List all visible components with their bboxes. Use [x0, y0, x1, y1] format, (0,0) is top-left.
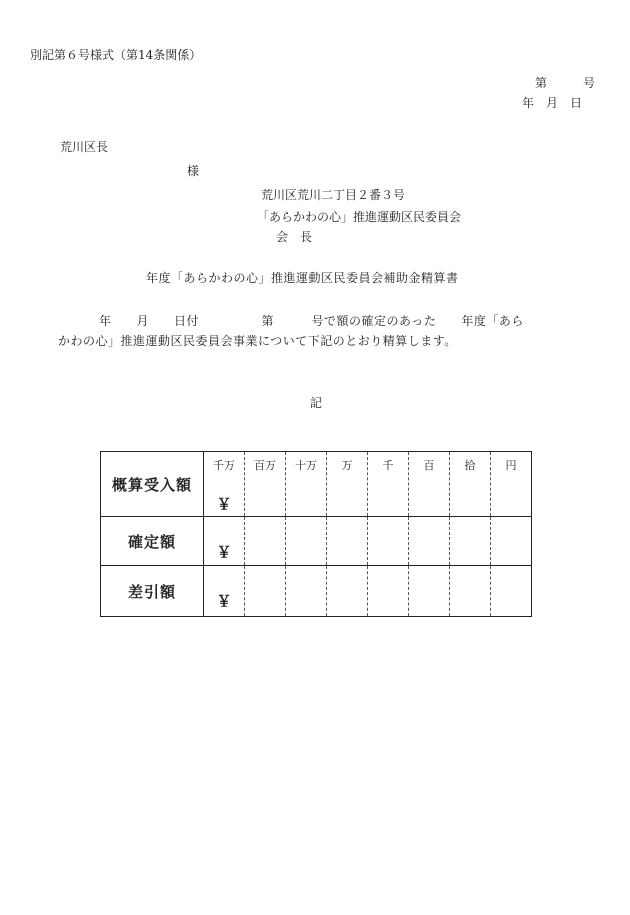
- digit-cell: [286, 566, 327, 617]
- honorific: 様: [187, 164, 200, 178]
- applicant-address: 荒川区荒川二丁目２番３号: [261, 188, 406, 202]
- row-label-difference: 差引額: [101, 566, 204, 617]
- unit-label: 拾: [464, 459, 476, 472]
- body-line-2: かわの心」推進運動区民委員会事業について下記のとおり精算します。: [58, 334, 457, 348]
- document-number: 第 号: [535, 76, 596, 90]
- form-reference: 別記第６号様式（第14条関係）: [30, 48, 202, 62]
- table-row: [101, 566, 532, 617]
- digit-cell: [286, 452, 327, 517]
- unit-label: 十万: [295, 459, 317, 472]
- digit-cell: [286, 517, 327, 566]
- ki-heading: 記: [310, 396, 323, 410]
- applicant-organization: 「あらかわの心」推進運動区民委員会: [257, 210, 462, 224]
- yen-sign: ￥: [216, 543, 232, 561]
- digit-cell: [409, 566, 450, 617]
- digit-cell-ten-million: [204, 517, 245, 566]
- digit-cell: [368, 566, 409, 617]
- digit-cell: [245, 452, 286, 517]
- digit-cell: [491, 566, 532, 617]
- unit-label: 千: [382, 459, 394, 472]
- unit-label: 百: [423, 459, 435, 472]
- yen-sign: ￥: [216, 495, 232, 513]
- unit-label: 百万: [254, 459, 276, 472]
- body-line-1: 年 月 日付 第 号で額の確定のあった 年度「あら: [99, 314, 524, 328]
- digit-cell: [450, 517, 491, 566]
- digit-cell: [491, 452, 532, 517]
- applicant-title: 会 長: [276, 230, 313, 244]
- digit-cell: [409, 452, 450, 517]
- yen-sign: ￥: [216, 592, 232, 610]
- table-row: [101, 517, 532, 566]
- document-title: 年度「あらかわの心」推進運動区民委員会補助金精算書: [146, 271, 459, 285]
- digit-cell-ten-million: [204, 566, 245, 617]
- document-date: 年 月 日: [522, 96, 583, 110]
- amount-table: [100, 451, 532, 617]
- digit-cell: [450, 566, 491, 617]
- digit-cell: [245, 566, 286, 617]
- digit-cell: [327, 566, 368, 617]
- digit-cell: [368, 452, 409, 517]
- table-row: [101, 452, 532, 517]
- unit-label: 円: [505, 459, 517, 472]
- row-label-estimated-received: 概算受入額: [101, 452, 204, 517]
- digit-cell: [327, 517, 368, 566]
- digit-cell-ten-million: [204, 452, 245, 517]
- digit-cell: [491, 517, 532, 566]
- unit-label: 千万: [213, 459, 235, 472]
- row-label-confirmed: 確定額: [101, 517, 204, 566]
- addressee: 荒川区長: [60, 140, 109, 154]
- digit-cell: [245, 517, 286, 566]
- digit-cell: [409, 517, 450, 566]
- unit-label: 万: [341, 459, 353, 472]
- digit-cell: [450, 452, 491, 517]
- digit-cell: [327, 452, 368, 517]
- digit-cell: [368, 517, 409, 566]
